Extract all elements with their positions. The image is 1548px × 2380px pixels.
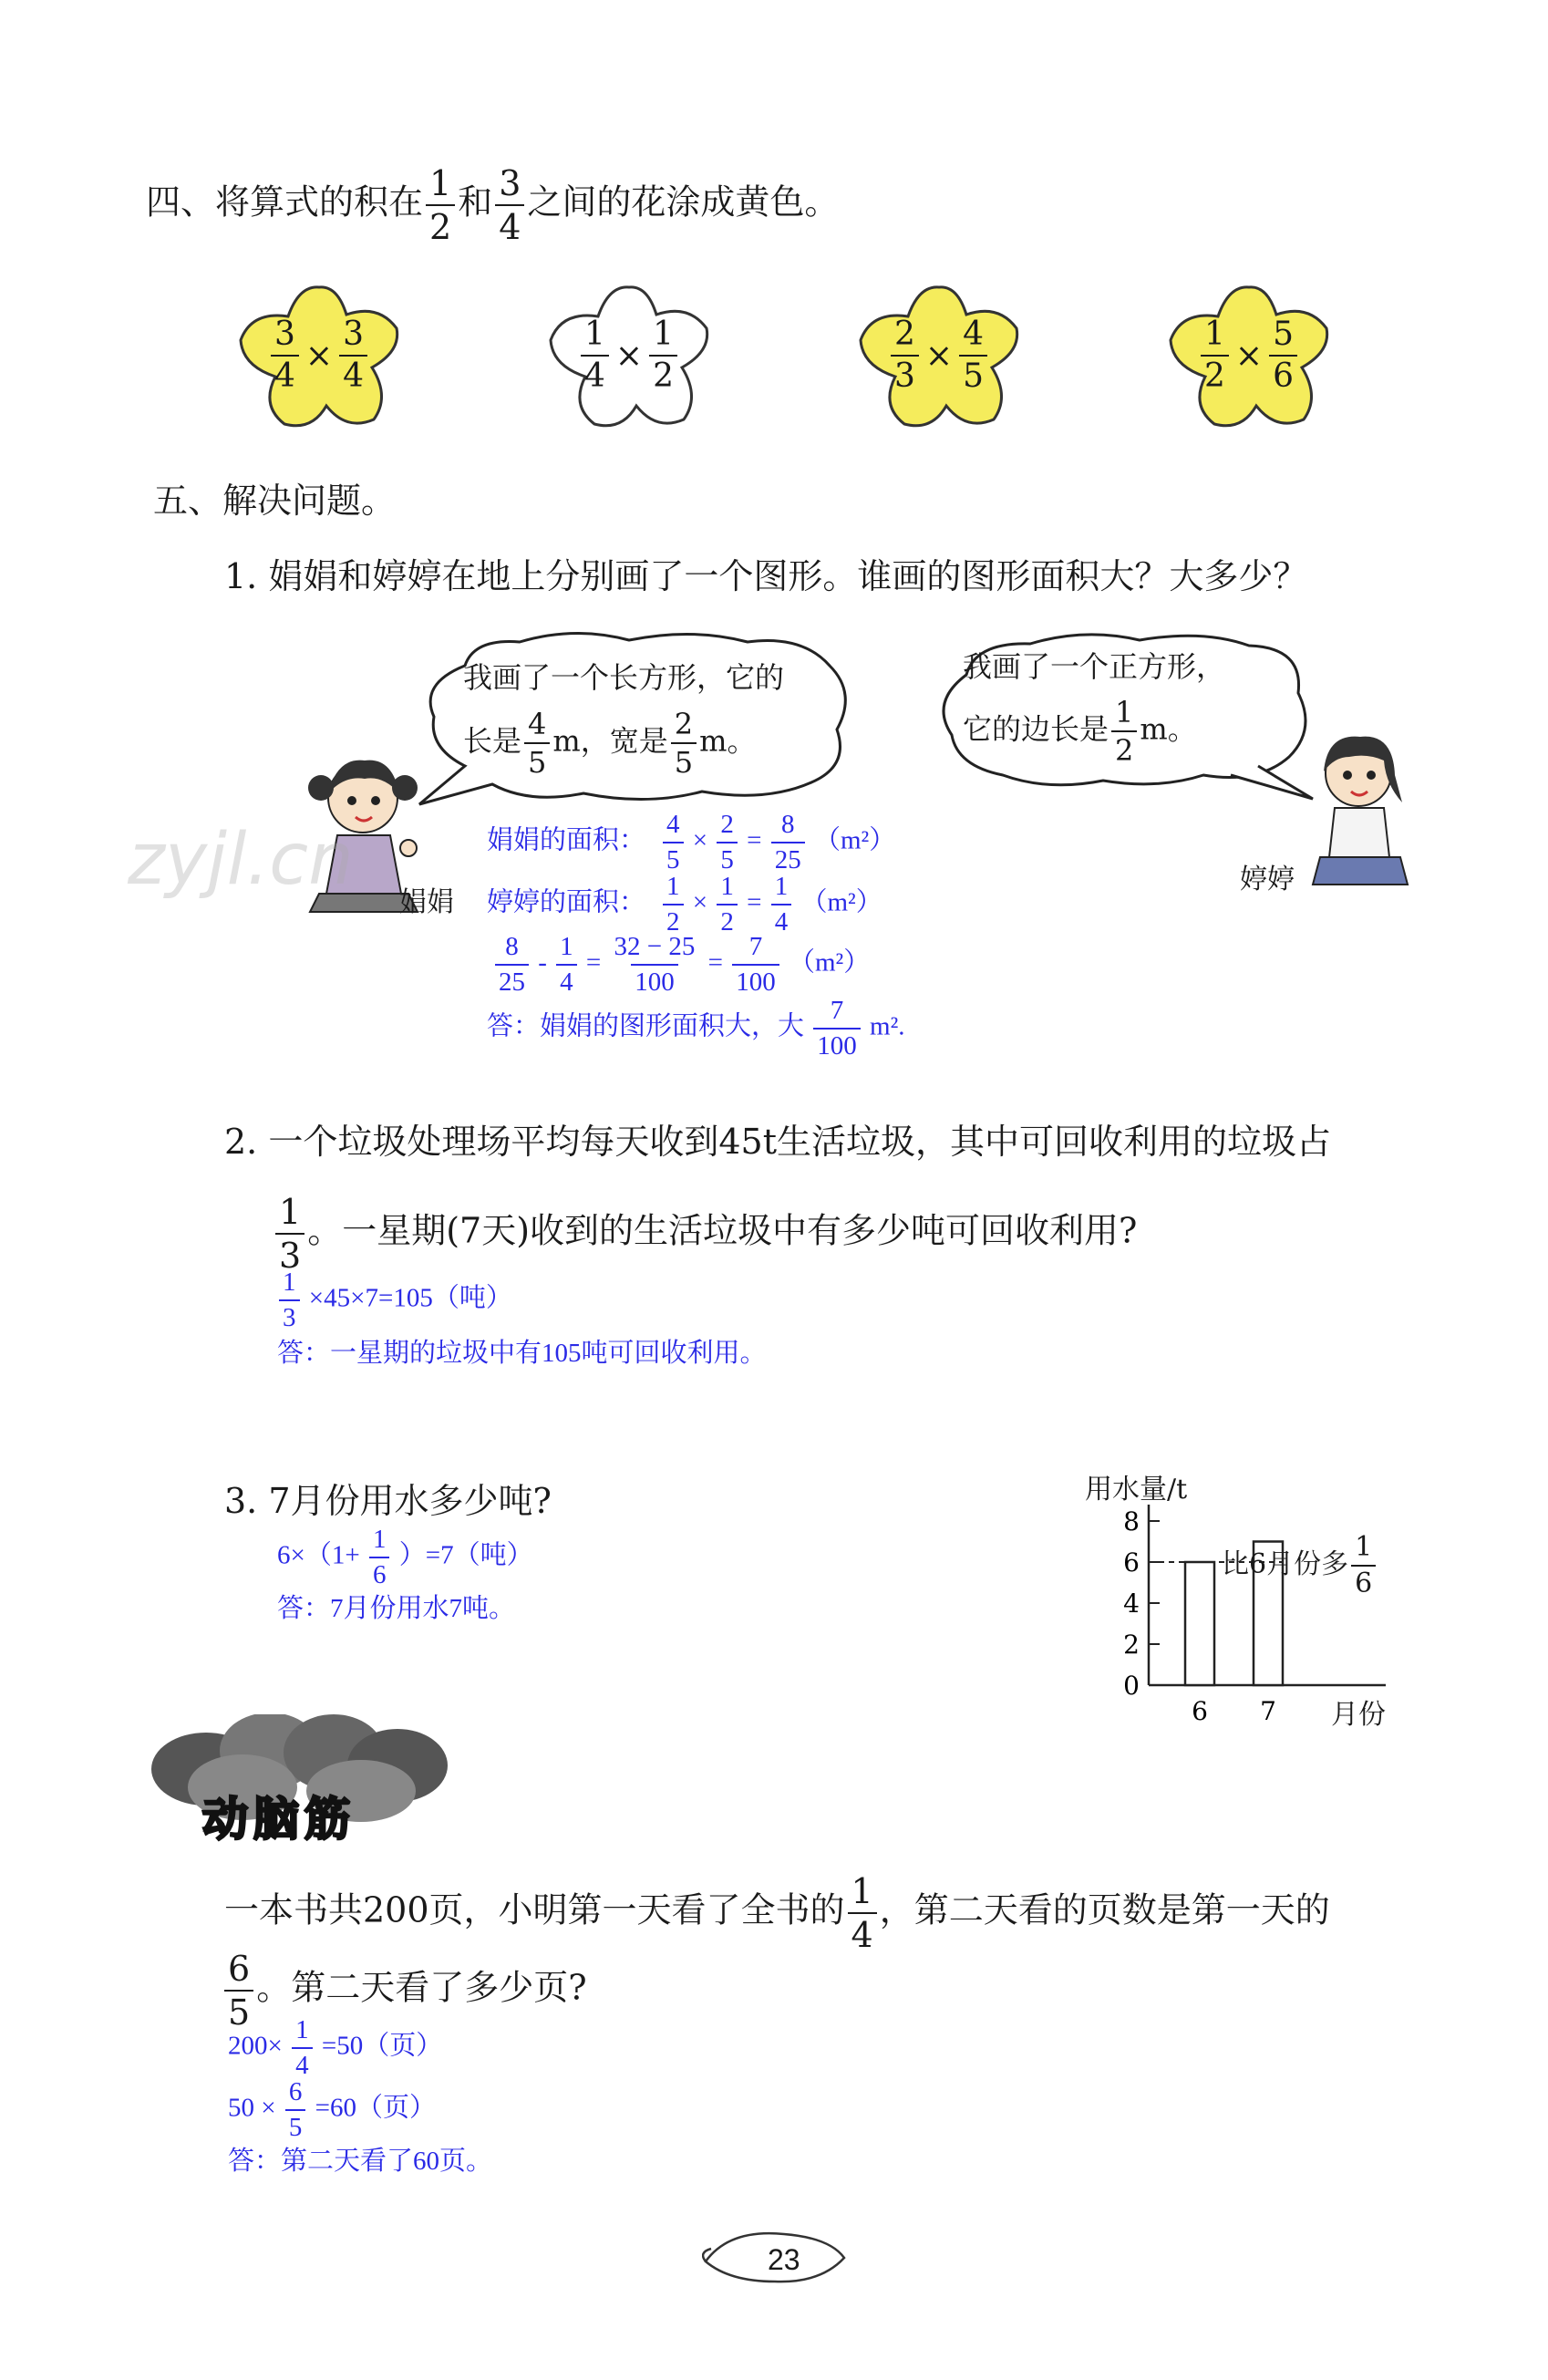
- flower-expression: $\frac{1}{2}$ × $\frac{5}{6}$: [1158, 278, 1340, 433]
- problem3-question: 3. 7月份用水多少吨?: [224, 1481, 552, 1521]
- section4-title: 四、将算式的积在 $\frac{1}{2}$ 和 $\frac{3}{4}$ 之间的花涂成黄色。: [146, 163, 840, 247]
- chart-bar-6: [1185, 1562, 1214, 1685]
- chart-x-tick-label: 7: [1260, 1696, 1276, 1726]
- p1-answer-line3: $\frac{8}{25}$ - $\frac{1}{4}$ = $\frac{32 - 25}{100}$ = $\frac{7}{100}$ （m²）: [492, 934, 870, 996]
- section5-title: 五、解决问题。: [153, 481, 397, 521]
- girl-tingting-illustration: [1295, 720, 1422, 903]
- flower-1: [228, 278, 410, 433]
- problem2-line2: $\frac{1}{3}$ 。一星期(7天)收到的生活垃圾中有多少吨可回收利用?: [275, 1195, 1137, 1273]
- flower-expression: $\frac{3}{4}$ × $\frac{3}{4}$: [228, 278, 410, 433]
- flower-expression: $\frac{2}{3}$ × $\frac{4}{5}$: [848, 278, 1030, 433]
- chart-y-tick-label: 8: [1123, 1506, 1140, 1537]
- brain-line1: 一本书共200页，小明第一天看了全书的 $\frac{1}{4}$ ，第二天看的页数是第一天的: [224, 1871, 1330, 1955]
- brain-title: 动脑筋: [202, 1793, 356, 1846]
- water-usage-chart: [1076, 1459, 1422, 1733]
- section4-prefix: 四、将算式的积在: [146, 181, 424, 222]
- flower-3: [848, 278, 1030, 433]
- problem2-line1: 2. 一个垃圾处理场平均每天收到45t生活垃圾，其中可回收利用的垃圾占: [224, 1122, 1331, 1162]
- frac-half: $\frac{1}{2}$: [426, 166, 455, 244]
- brain-line2: $\frac{6}{5}$ 。第二天看了多少页?: [224, 1951, 587, 2030]
- chart-x-tick-label: 6: [1192, 1696, 1208, 1726]
- problem2-answer: 答：一星期的垃圾中有105吨可回收利用。: [277, 1339, 767, 1368]
- name-juanjuan: 娟娟: [399, 886, 454, 918]
- chart-annotation: 比6月份多 $\frac{1}{6}$: [1222, 1534, 1378, 1598]
- problem3-calc: 6×（1+ $\frac{1}{6}$ ）=7（吨）: [277, 1525, 533, 1589]
- chart-xlabel: 月份: [1331, 1699, 1386, 1731]
- problem3-answer: 答：7月份用水7吨。: [277, 1594, 516, 1623]
- bubble-right-line2: 它的边长是 $\frac{1}{2}$ m。: [963, 695, 1197, 768]
- flower-expression: $\frac{1}{4}$ × $\frac{1}{2}$: [538, 278, 720, 433]
- chart-ylabel: 用水量/t: [1085, 1474, 1188, 1506]
- chart-y-tick-label: 6: [1123, 1547, 1140, 1578]
- chart-y-tick-label: 2: [1123, 1630, 1140, 1660]
- p1-answer-line1: 娟娟的面积： $\frac{4}{5}$ × $\frac{2}{5}$ = $\frac{8}{25}$ （m²）: [487, 810, 896, 874]
- p1-answer-line2: 婷婷的面积： $\frac{1}{2}$ × $\frac{1}{2}$ = $\frac{1}{4}$ （m²）: [487, 872, 882, 936]
- bubble-right-line1: 我画了一个正方形，: [963, 649, 1226, 684]
- bubble-left-line1: 我画了一个长方形，它的: [463, 660, 785, 695]
- chart-y-tick-label: 4: [1123, 1588, 1140, 1619]
- watermark: zyjl.cn: [128, 819, 354, 901]
- name-tingting: 婷婷: [1240, 864, 1295, 895]
- p1-answer-final: 答：娟娟的图形面积大，大 $\frac{7}{100}$ m².: [487, 996, 905, 1061]
- page-number: 23: [768, 2243, 800, 2276]
- brain-calc2: 50 × $\frac{6}{5}$ =60（页）: [228, 2077, 436, 2142]
- frac-three-quarters: $\frac{3}{4}$: [495, 166, 524, 244]
- brain-answer: 答：第二天看了60页。: [228, 2147, 493, 2176]
- flower-2: [538, 278, 720, 433]
- problem2-calc: $\frac{1}{3}$ ×45×7=105（吨）: [279, 1269, 512, 1331]
- bubble-left-line2: 长是 $\frac{4}{5}$ m，宽是 $\frac{2}{5}$ m。: [463, 707, 757, 780]
- chart-y-tick-label: 0: [1123, 1671, 1140, 1701]
- flower-4: [1158, 278, 1340, 433]
- problem1-question: 1. 娟娟和婷婷在地上分别画了一个图形。谁画的图形面积大？大多少？: [224, 556, 1308, 596]
- brain-calc1: 200× $\frac{1}{4}$ =50（页）: [228, 2015, 443, 2080]
